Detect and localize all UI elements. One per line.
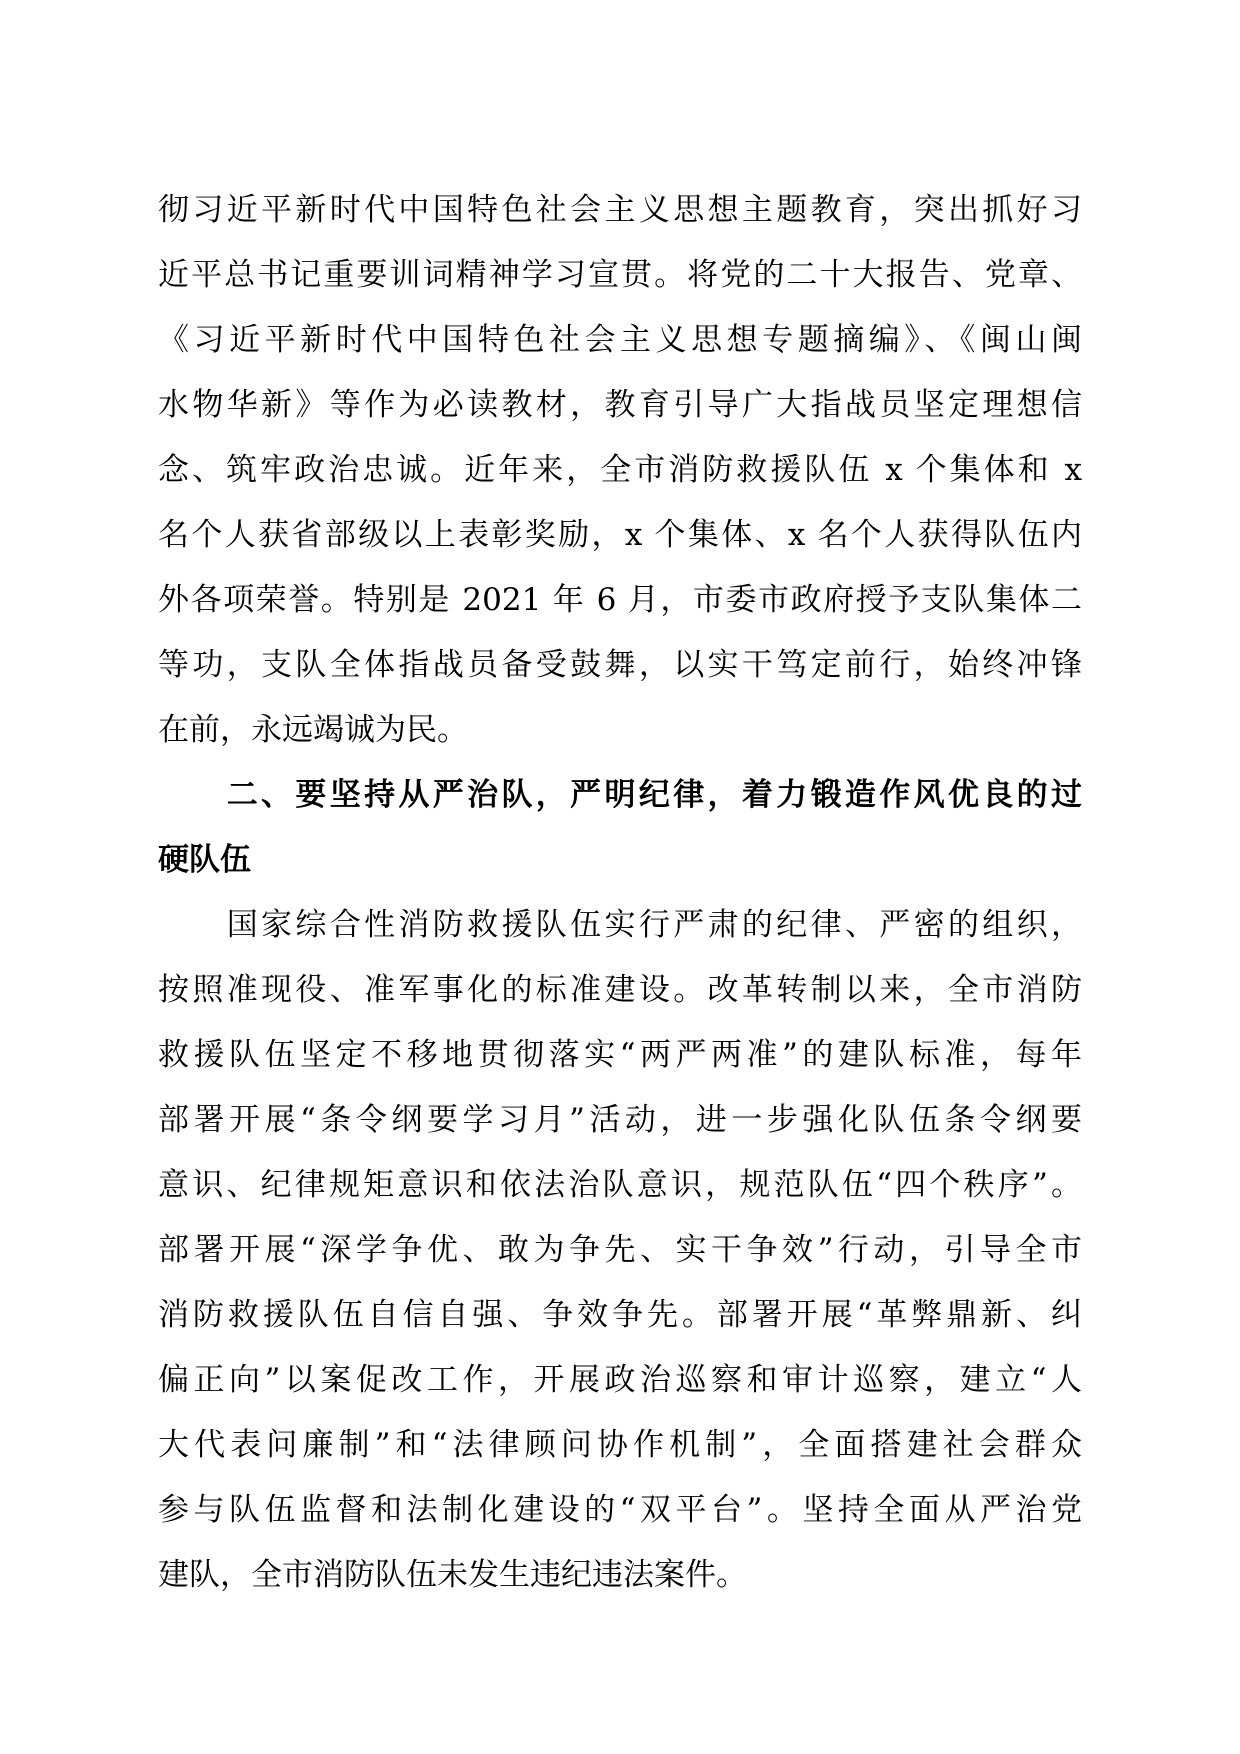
text-line: 近平总书记重要训词精神学习宣贯。将党的二十大报告、党章、 <box>158 257 1082 293</box>
text-line: 偏正向”以案促改工作，开展政治巡察和审计巡察，建立“人 <box>158 1362 1082 1398</box>
text-line: 水物华新》等作为必读教材，教育引导广大指战员坚定理想信 <box>158 387 1082 423</box>
text-line: 意识、纪律规矩意识和依法治队意识，规范队伍“四个秩序”。 <box>158 1167 1082 1203</box>
text-line: 彻习近平新时代中国特色社会主义思想主题教育，突出抓好习 <box>158 192 1082 228</box>
text-line: 部署开展“深学争优、敢为争先、实干争效”行动，引导全市 <box>158 1232 1082 1268</box>
text-line: 部署开展“条令纲要学习月”活动，进一步强化队伍条令纲要 <box>158 1102 1082 1138</box>
text-line: 名个人获省部级以上表彰奖励，x 个集体、x 名个人获得队伍内 <box>158 517 1082 553</box>
document-page <box>158 178 1082 1608</box>
text-line: 国家综合性消防救援队伍实行严肃的纪律、严密的组织， <box>158 907 1082 943</box>
text-line: 救援队伍坚定不移地贯彻落实“两严两准”的建队标准，每年 <box>158 1037 1082 1073</box>
text-line: 建队，全市消防队伍未发生违纪违法案件。 <box>158 1557 747 1593</box>
heading-line: 二、要坚持从严治队，严明纪律，着力锻造作风优良的过 <box>158 777 1082 813</box>
text-line: 等功，支队全体指战员备受鼓舞，以实干笃定前行，始终冲锋 <box>158 647 1082 683</box>
text-line: 念、筑牢政治忠诚。近年来，全市消防救援队伍 x 个集体和 x <box>158 452 1082 488</box>
text-line: 《习近平新时代中国特色社会主义思想专题摘编》、《闽山闽 <box>158 322 1082 358</box>
text-line: 参与队伍监督和法制化建设的“双平台”。坚持全面从严治党 <box>158 1492 1082 1528</box>
heading-line: 硬队伍 <box>158 842 251 878</box>
text-line: 在前，永远竭诚为民。 <box>158 712 468 748</box>
text-line: 按照准现役、准军事化的标准建设。改革转制以来，全市消防 <box>158 972 1082 1008</box>
text-line: 大代表问廉制”和“法律顾问协作机制”，全面搭建社会群众 <box>158 1427 1082 1463</box>
section-heading <box>158 763 1082 893</box>
text-line: 消防救援队伍自信自强、争效争先。部署开展“革弊鼎新、纠 <box>158 1297 1082 1333</box>
paragraph-continuation <box>158 178 1082 763</box>
text-line: 外各项荣誉。特别是 2021 年 6 月，市委市政府授予支队集体二 <box>158 582 1082 618</box>
paragraph-section-two <box>158 893 1082 1608</box>
